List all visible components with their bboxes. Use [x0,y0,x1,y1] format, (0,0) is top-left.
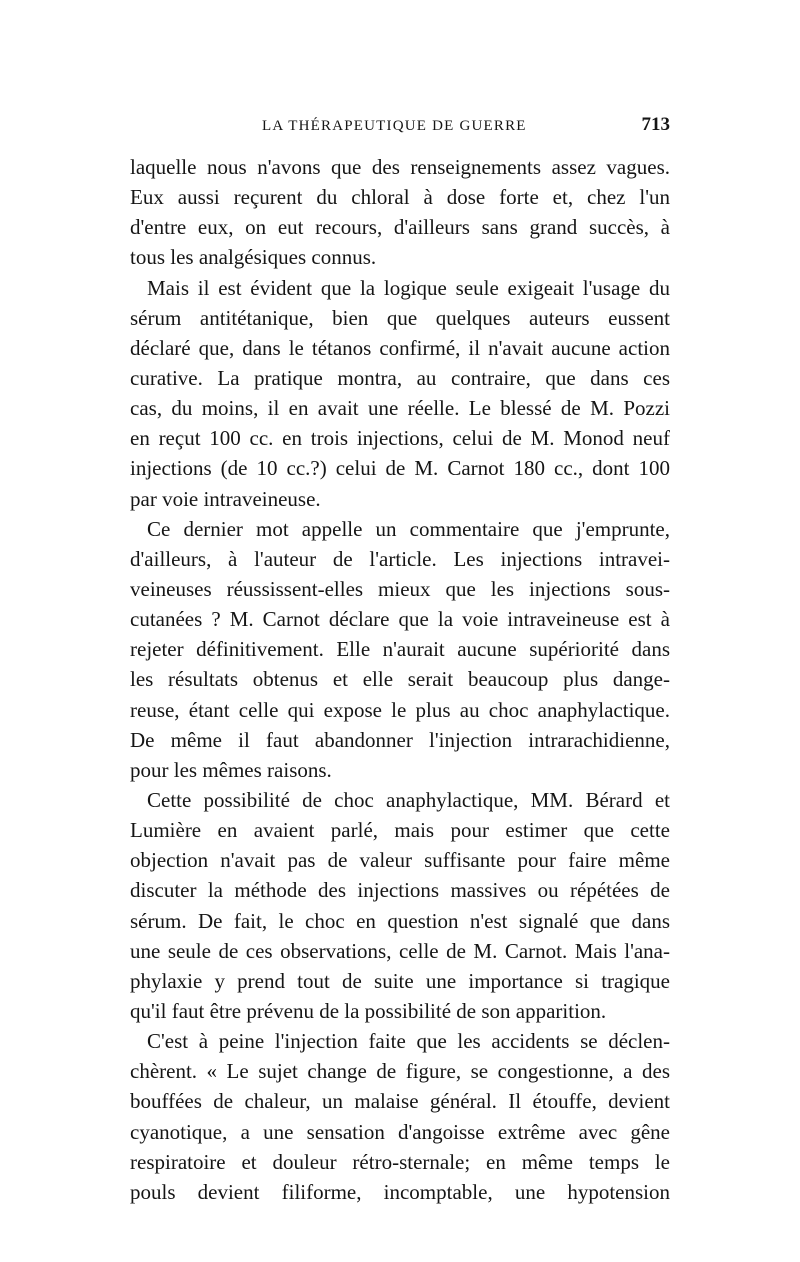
text-line: sérum. De fait, le choc en question n'est signalé que dans [130,908,670,933]
text-line: tous les analgésiques connus. [130,245,377,270]
text-line: discuter la méthode des injections massives ou répétées de [130,878,670,903]
text-line: bouffées de chaleur, un malaise général. Il étouffe, devient [130,1089,670,1114]
text-line: phylaxie y prend tout de suite une importance si tragique [130,968,670,993]
page-number: 713 [641,114,670,135]
text-line: déclaré que, dans le tétanos confirmé, il n'avait aucune action [130,335,670,360]
text-line: rejeter définitivement. Elle n'aurait aucune supériorité dans [130,637,670,662]
text-line: pouls devient filiforme, incomptable, une hypotension [130,1179,670,1204]
text-line: Lumière en avaient parlé, mais pour estimer que cette [130,818,670,843]
text-line: cyanotique, a une sensation d'angoisse extrême avec gêne [130,1119,670,1144]
text-line: Cette possibilité de choc anaphylactique, MM. Bérard et [147,787,670,812]
text-line: curative. La pratique montra, au contraire, que dans ces [130,365,670,390]
text-line: C'est à peine l'injection faite que les accidents se déclen- [147,1029,670,1054]
text-line: en reçut 100 cc. en trois injections, celui de M. Monod neuf [130,426,670,451]
text-line: une seule de ces observations, celle de M. Carnot. Mais l'ana- [130,938,670,963]
text-line: objection n'avait pas de valeur suffisante pour faire même [130,848,670,873]
text-line: qu'il faut être prévenu de la possibilité de son apparition. [130,998,607,1023]
text-line: laquelle nous n'avons que des renseignements assez vagues. [130,155,670,179]
text-line: Eux aussi reçurent du chloral à dose forte et, chez l'un [130,185,670,210]
text-line: d'entre eux, on eut recours, d'ailleurs sans grand succès, à [130,215,670,240]
text-line: injections (de 10 cc.?) celui de M. Carnot 180 cc., dont 100 [130,456,670,481]
text-line: respiratoire et douleur rétro-sternale; en même temps le [130,1149,670,1174]
body-text [130,152,670,1207]
text-line: cutanées ? M. Carnot déclare que la voie intraveineuse est à [130,607,670,632]
text-line: d'ailleurs, à l'auteur de l'article. Les injections intravei- [130,546,670,571]
text-line: cas, du moins, il en avait une réelle. Le blessé de M. Pozzi [130,396,670,421]
text-line: Ce dernier mot appelle un commentaire que j'emprunte, [147,516,670,541]
text-line: reuse, étant celle qui expose le plus au choc anaphylactique. [130,697,670,722]
text-line: De même il faut abandonner l'injection intrarachidienne, [130,727,670,752]
text-line: par voie intraveineuse. [130,486,321,511]
text-line: les résultats obtenus et elle serait beaucoup plus dange- [130,667,670,692]
text-line: sérum antitétanique, bien que quelques auteurs eussent [130,305,670,330]
running-title: LA THÉRAPEUTIQUE DE GUERRE [262,118,527,134]
text-line: veineuses réussissent-elles mieux que les injections sous- [130,576,670,601]
running-head [130,116,670,138]
text-line: pour les mêmes raisons. [130,757,332,782]
text-line: Mais il est évident que la logique seule exigeait l'usage du [147,275,670,300]
text-line: chèrent. « Le sujet change de figure, se congestionne, a des [130,1059,670,1084]
